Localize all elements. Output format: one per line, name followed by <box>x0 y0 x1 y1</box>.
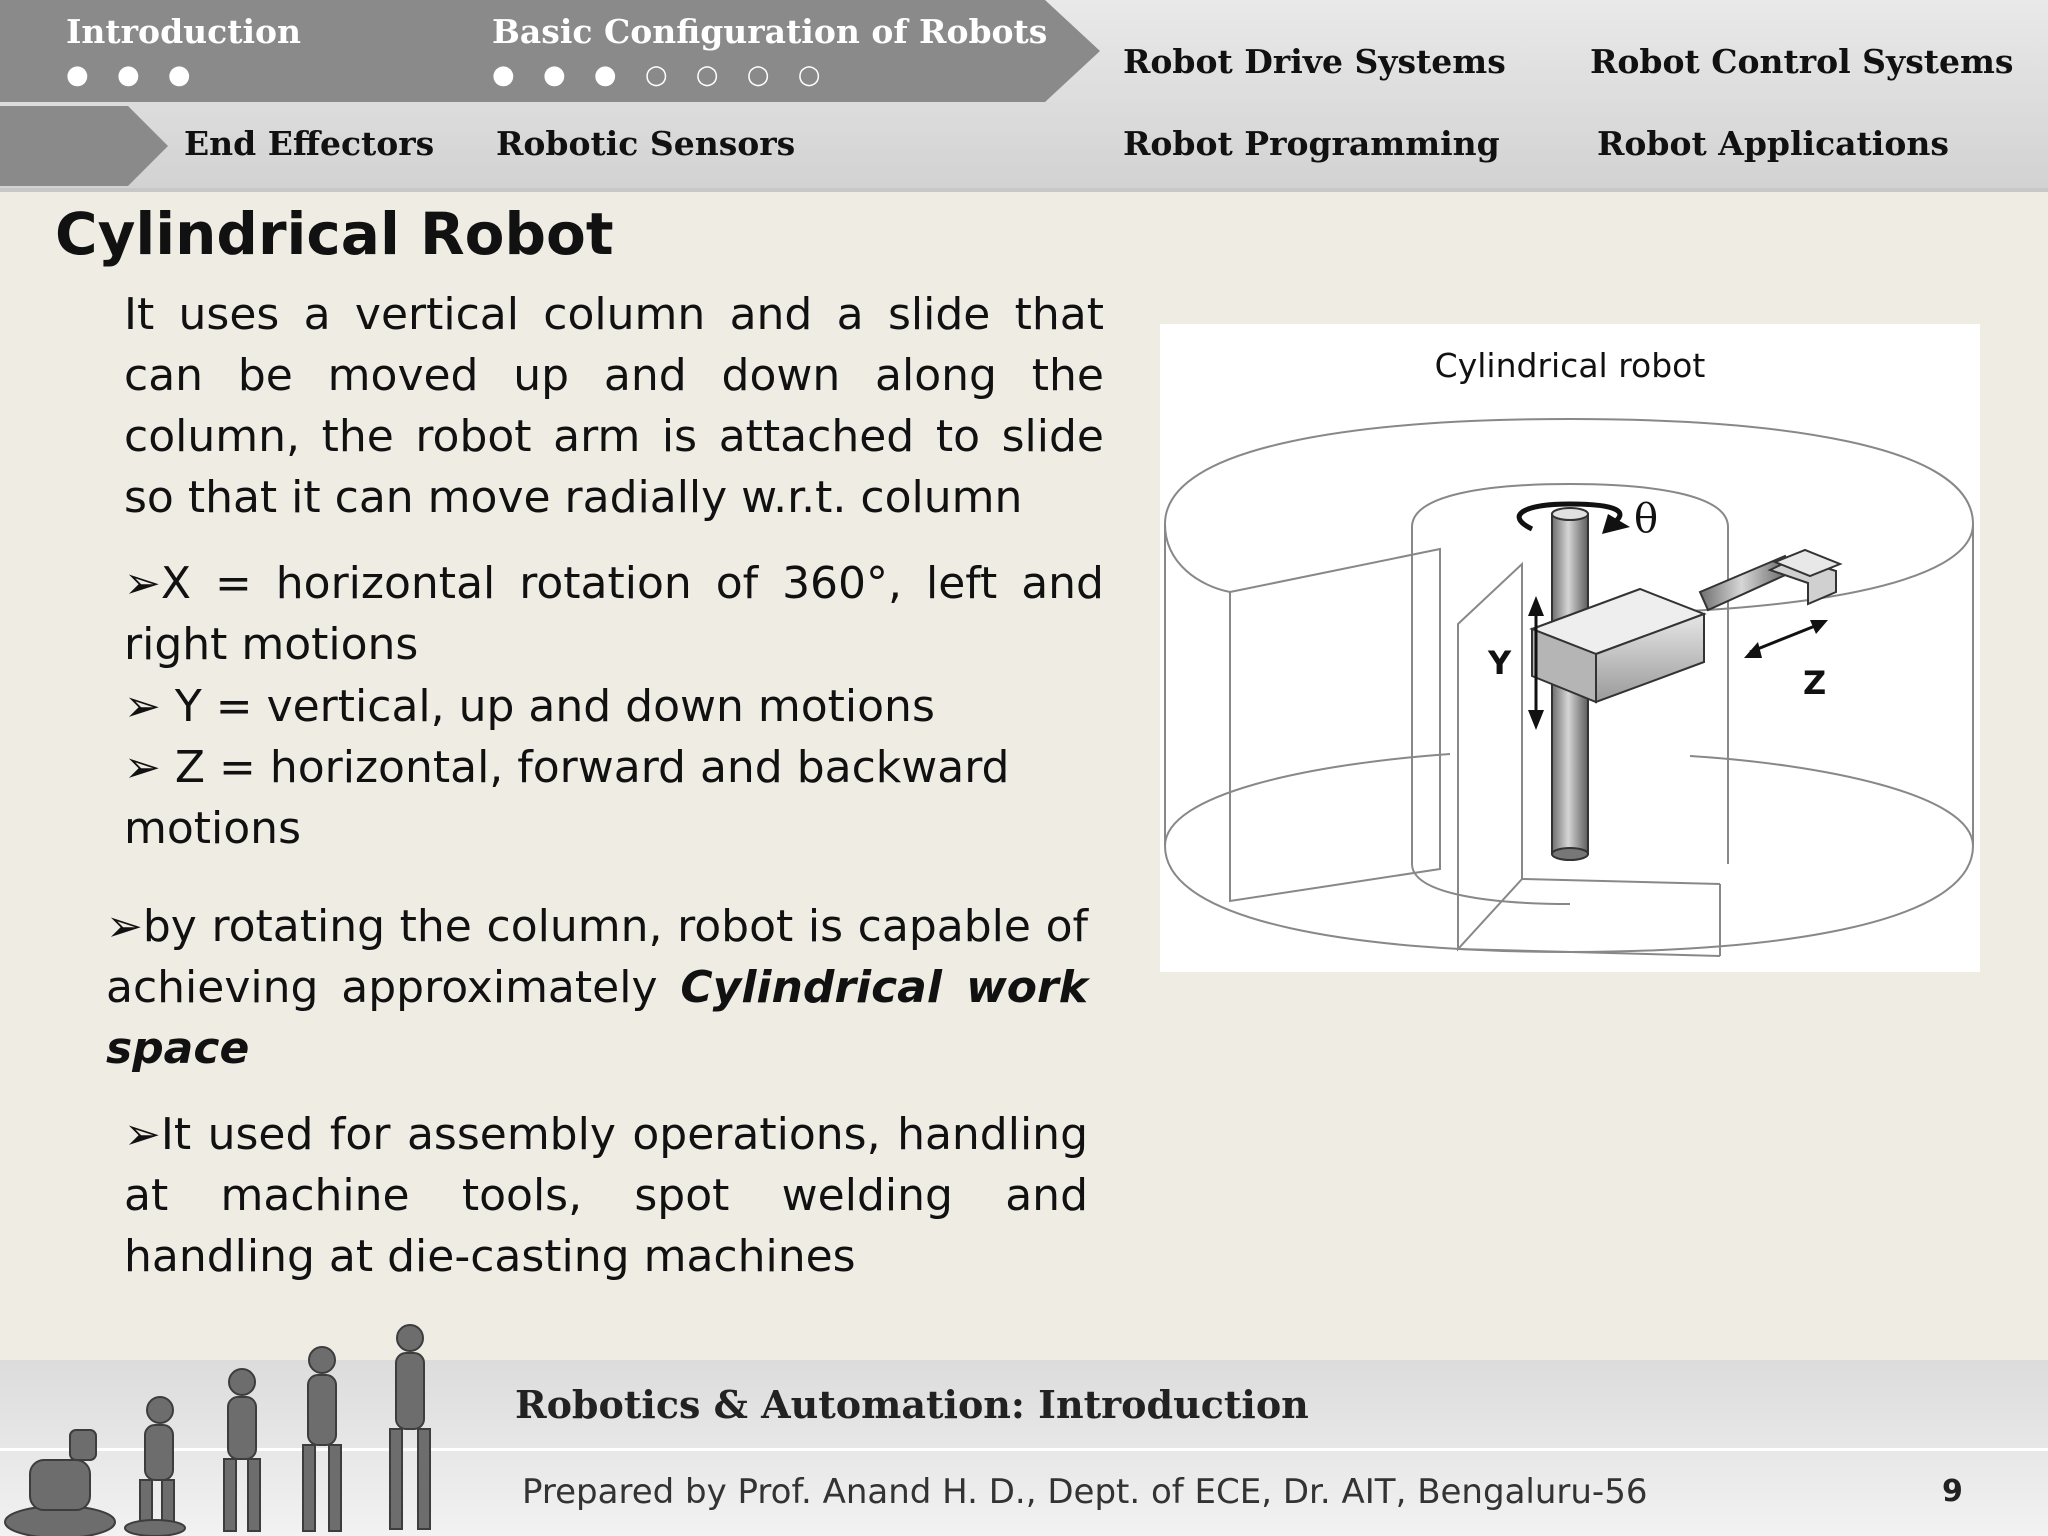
nav-robot-applications[interactable]: Robot Applications <box>1597 124 1949 163</box>
y-axis-label: Y <box>1488 644 1512 682</box>
nav-robot-control-systems[interactable]: Robot Control Systems <box>1590 42 2014 81</box>
slide-title: Cylindrical Robot <box>55 200 614 268</box>
bullet-x: ➢X = horizontal rotation of 360°, left and right motions <box>124 558 1104 670</box>
rotation-paragraph <box>106 896 1088 1079</box>
nav-end-effectors[interactable]: End Effectors <box>184 124 435 163</box>
page-number: 9 <box>1942 1474 1963 1509</box>
uses-paragraph: ➢It used for assembly operations, handling at machine tools, spot welding and handling at die-casting machines <box>124 1109 1088 1282</box>
nav-basic-configuration[interactable]: Basic Configuration of Robots <box>492 12 1048 51</box>
intro-paragraph: It uses a vertical column and a slide that can be moved up and down along the column, the robot arm is attached to slide so that it can move radially w.r.t. column <box>124 289 1104 523</box>
header-divider <box>0 188 2048 192</box>
nav-basic-configuration-progress: ● ● ● ○ ○ ○ ○ <box>492 60 831 90</box>
author-credit: Prepared by Prof. Anand H. D., Dept. of ECE, Dr. AIT, Bengaluru-56 <box>522 1472 1648 1512</box>
nav-robotic-sensors[interactable]: Robotic Sensors <box>496 124 796 163</box>
theta-label: θ <box>1634 496 1659 542</box>
bullet-y: ➢ Y = vertical, up and down motions <box>124 681 935 732</box>
figure-caption: Cylindrical robot <box>1434 346 1706 385</box>
walking-robots-illustration <box>0 1290 460 1536</box>
cylindrical-workspace-emphasis: Cylindrical work space <box>106 962 1088 1074</box>
cylindrical-robot-diagram <box>1160 324 1980 972</box>
nav-robot-programming[interactable]: Robot Programming <box>1123 124 1500 163</box>
nav-introduction-progress: ● ● ● <box>66 60 201 90</box>
z-axis-label: Z <box>1803 664 1827 702</box>
nav-introduction[interactable]: Introduction <box>66 12 302 51</box>
nav-active-arrow-bottom <box>0 106 168 186</box>
navigation-header <box>0 0 2048 190</box>
bullet-z: ➢ Z = horizontal, forward and backward motions <box>124 742 1010 854</box>
cylindrical-robot-figure <box>1160 324 1980 972</box>
course-title: Robotics & Automation: Introduction <box>515 1382 1309 1427</box>
nav-robot-drive-systems[interactable]: Robot Drive Systems <box>1123 42 1506 81</box>
rotation-text: ➢by rotating the column, robot is capable of achieving approximately <box>106 901 1088 1013</box>
